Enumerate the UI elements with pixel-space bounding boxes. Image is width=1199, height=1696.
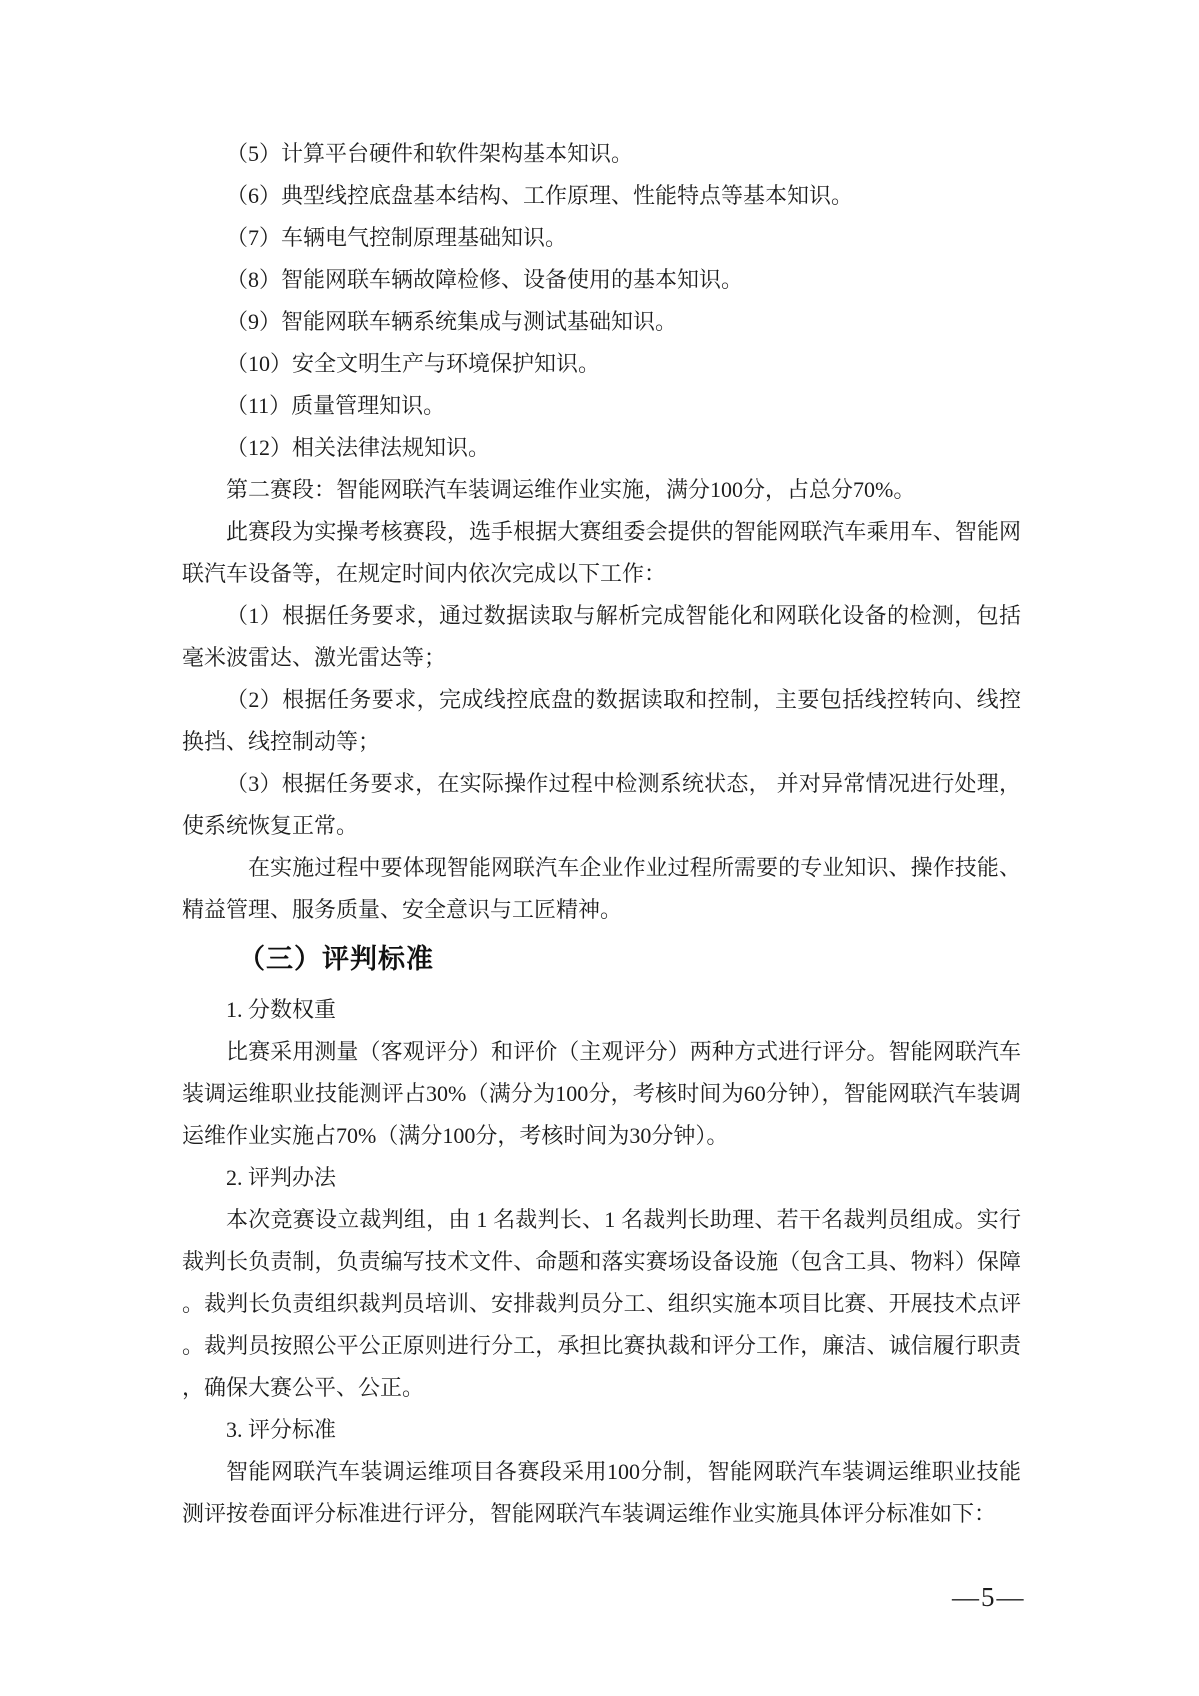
subsection-title-score-weight: 1. 分数权重 (226, 997, 337, 1022)
knowledge-item-7: （7）车辆电气控制原理基础知识。 (226, 225, 568, 250)
subsection-body-scoring-standard: 智能网联汽车装调运维项目各赛段采用100分制，智能网联汽车装调运维职业技能测评按卷面评分标准进行评分，智能网联汽车装调运维作业实施具体评分标准如下： (182, 1459, 1021, 1526)
stage2-task-1: （1）根据任务要求，通过数据读取与解析完成智能化和网联化设备的检测，包括毫米波雷达、激光雷达等； (182, 603, 1021, 670)
knowledge-item-11: （11）质量管理知识。 (226, 393, 446, 418)
section-heading-evaluation-criteria: （三）评判标准 (238, 944, 434, 974)
subsection-title-judging-method: 2. 评判办法 (226, 1165, 337, 1190)
stage2-summary: 在实施过程中要体现智能网联汽车企业作业过程所需要的专业知识、操作技能、精益管理、服务质量、安全意识与工匠精神。 (182, 855, 1021, 922)
stage2-task-3: （3）根据任务要求，在实际操作过程中检测系统状态， 并对异常情况进行处理，使系统恢复正常。 (182, 771, 1021, 838)
knowledge-item-6: （6）典型线控底盘基本结构、工作原理、性能特点等基本知识。 (226, 183, 854, 208)
page-number: —5— (952, 1582, 1026, 1612)
stage2-intro: 第二赛段：智能网联汽车装调运维作业实施，满分100分，占总分70%。 (226, 477, 916, 502)
stage2-description: 此赛段为实操考核赛段，选手根据大赛组委会提供的智能网联汽车乘用车、智能网联汽车设备等，在规定时间内依次完成以下工作： (182, 519, 1021, 586)
subsection-body-score-weight: 比赛采用测量（客观评分）和评价（主观评分）两种方式进行评分。智能网联汽车装调运维职业技能测评占30%（满分为100分，考核时间为60分钟），智能网联汽车装调运维作业实施占70%（满分100分，考核时间为30分钟）。 (182, 1039, 1021, 1148)
knowledge-item-5: （5）计算平台硬件和软件架构基本知识。 (226, 141, 634, 166)
knowledge-item-12: （12）相关法律法规知识。 (226, 435, 491, 460)
subsection-body-judging-method: 本次竞赛设立裁判组，由 1 名裁判长、1 名裁判长助理、若干名裁判员组成。实行裁判长负责制，负责编写技术文件、命题和落实赛场设备设施（包含工具、物料）保障。裁判长负责组织裁判员培训、安排裁判员分工、组织实施本项目比赛、开展技术点评。裁判员按照公平公正原则进行分工，承担比赛执裁和评分工作，廉洁、诚信履行职责，确保大赛公平、公正。 (182, 1207, 1021, 1400)
knowledge-item-10: （10）安全文明生产与环境保护知识。 (226, 351, 601, 376)
stage2-task-2: （2）根据任务要求，完成线控底盘的数据读取和控制，主要包括线控转向、线控换挡、线控制动等； (182, 687, 1021, 754)
knowledge-item-9: （9）智能网联车辆系统集成与测试基础知识。 (226, 309, 678, 334)
knowledge-item-8: （8）智能网联车辆故障检修、设备使用的基本知识。 (226, 267, 744, 292)
subsection-title-scoring-standard: 3. 评分标准 (226, 1417, 337, 1442)
